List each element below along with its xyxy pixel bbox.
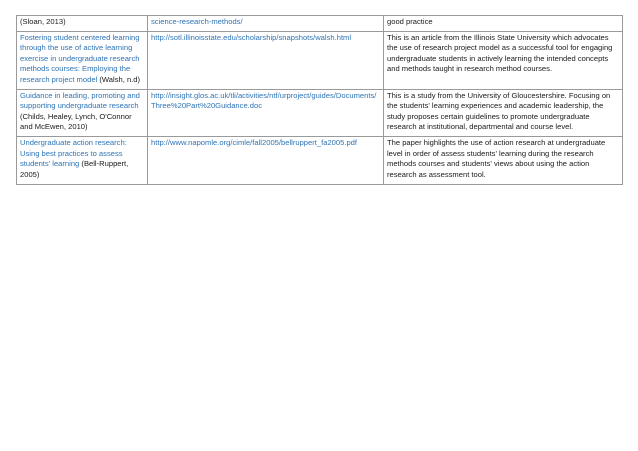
title-cell <box>17 31 148 89</box>
url-cell <box>148 16 384 32</box>
table-row <box>17 16 623 32</box>
url-cell <box>148 31 384 89</box>
title-cell <box>17 89 148 136</box>
title-cell <box>17 16 148 32</box>
description-text: This is an article from the Illinois State University which advocates the use of research project model as a successful tool for engaging undergraduate students in actively learning the intended concepts and methods taught in research method courses. <box>387 32 613 74</box>
url-link[interactable]: http://sotl.illinoisstate.edu/scholarship/snapshots/walsh.html <box>151 32 352 42</box>
document-page <box>16 15 622 185</box>
table-row <box>17 89 623 136</box>
url-link[interactable]: http://www.napomle.org/cimle/fall2005/bellruppert_fa2005.pdf <box>151 137 357 147</box>
citation-title: (Sloan, 2013) <box>20 17 66 26</box>
description-text: good practice <box>387 17 433 26</box>
title-cell <box>17 136 148 184</box>
description-cell <box>384 136 623 184</box>
description-cell <box>384 16 623 32</box>
citation-title: Fostering student centered learning through the use of active learning exercise in undergraduate research methods courses: Employing the research project model <box>20 32 140 84</box>
table-row <box>17 31 623 89</box>
url-link[interactable]: science-research-methods/ <box>151 17 243 26</box>
citation-title: Undergraduate action research: Using best practices to assess students' learning <box>20 137 127 169</box>
reference-table <box>16 15 623 185</box>
description-cell <box>384 89 623 136</box>
url-link[interactable]: http://insight.glos.ac.uk/tli/activities/ntf/urproject/guides/Documents/Three%20Part%20Guidance.doc <box>151 90 377 111</box>
description-text: The paper highlights the use of action research at undergraduate level in order of assess students' learning during the research methods courses and students' views about using the action research as assessment tool. <box>387 137 606 179</box>
citation-author: (Childs, Healey, Lynch, O'Connor and McEwen, 2010) <box>20 111 132 132</box>
citation-title: Guidance in leading, promoting and supporting undergraduate research <box>20 90 140 111</box>
url-cell <box>148 89 384 136</box>
citation-author: (Bell-Ruppert, 2005) <box>20 159 129 179</box>
url-cell <box>148 136 384 184</box>
citation-author: (Walsh, n.d) <box>99 74 141 84</box>
description-cell <box>384 31 623 89</box>
table-row <box>17 136 623 184</box>
description-text: This is a study from the University of Gloucestershire. Focusing on the students' learning experiences and academic leadership, the study proposes certain guidelines to promote undergraduate research at institutional, departmental and course level. <box>387 90 611 132</box>
